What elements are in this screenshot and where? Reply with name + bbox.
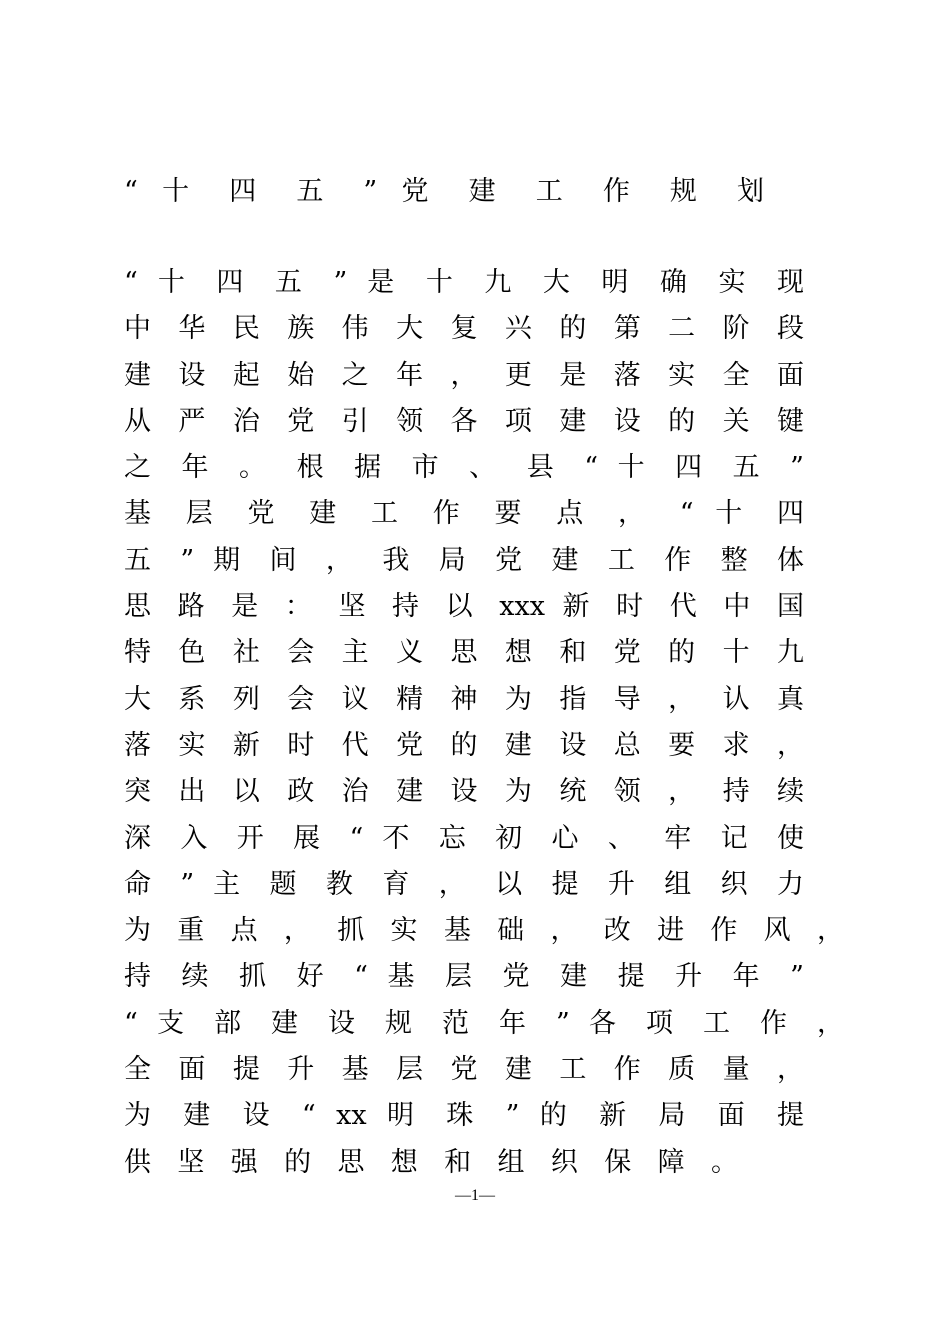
document-title: “ 十 四 五 ” 党 建 工 作 规 划	[124, 176, 764, 207]
body-line: 突 出 以 政 治 建 设 为 统 领 ， 持 续	[124, 776, 804, 808]
body-line: 思 路 是 ： 坚 持 以 xxx 新 时 代 中 国	[124, 591, 804, 623]
body-line: 建 设 起 始 之 年 ， 更 是 落 实 全 面	[124, 359, 804, 391]
body-line: 大 系 列 会 议 精 神 为 指 导 ， 认 真	[124, 683, 804, 715]
body-line: 持 续 抓 好 “ 基 层 党 建 提 升 年 ”	[124, 961, 804, 993]
body-line: “ 支 部 建 设 规 范 年 ” 各 项 工 作 ，	[124, 1007, 844, 1039]
document-body	[124, 260, 844, 1186]
body-line: 落 实 新 时 代 党 的 建 设 总 要 求 ，	[124, 729, 804, 761]
body-line: 全 面 提 升 基 层 党 建 工 作 质 量 ，	[124, 1054, 804, 1086]
body-line: 之 年 。 根 据 市 、 县 “ 十 四 五 ”	[124, 452, 804, 484]
body-line: 中 华 民 族 伟 大 复 兴 的 第 二 阶 段	[124, 313, 804, 345]
body-line: 为 建 设 “ xx 明 珠 ” 的 新 局 面 提	[124, 1100, 804, 1132]
body-line: 从 严 治 党 引 领 各 项 建 设 的 关 键	[124, 405, 804, 437]
body-line: 基 层 党 建 工 作 要 点 ， “ 十 四	[124, 498, 804, 530]
body-line: “ 十 四 五 ” 是 十 九 大 明 确 实 现	[124, 267, 804, 298]
body-line: 五 ” 期 间 ， 我 局 党 建 工 作 整 体	[124, 544, 804, 576]
body-line: 供 坚 强 的 思 想 和 组 织 保 障 。	[124, 1146, 738, 1178]
body-line: 深 入 开 展 “ 不 忘 初 心 、 牢 记 使	[124, 822, 804, 854]
body-line: 命 ” 主 题 教 育 ， 以 提 升 组 织 力	[124, 868, 804, 900]
body-line: 为 重 点 ， 抓 实 基 础 ， 改 进 作 风 ，	[124, 915, 844, 947]
body-line: 特 色 社 会 主 义 思 想 和 党 的 十 九	[124, 637, 804, 669]
page-number: —1—	[455, 1187, 495, 1204]
